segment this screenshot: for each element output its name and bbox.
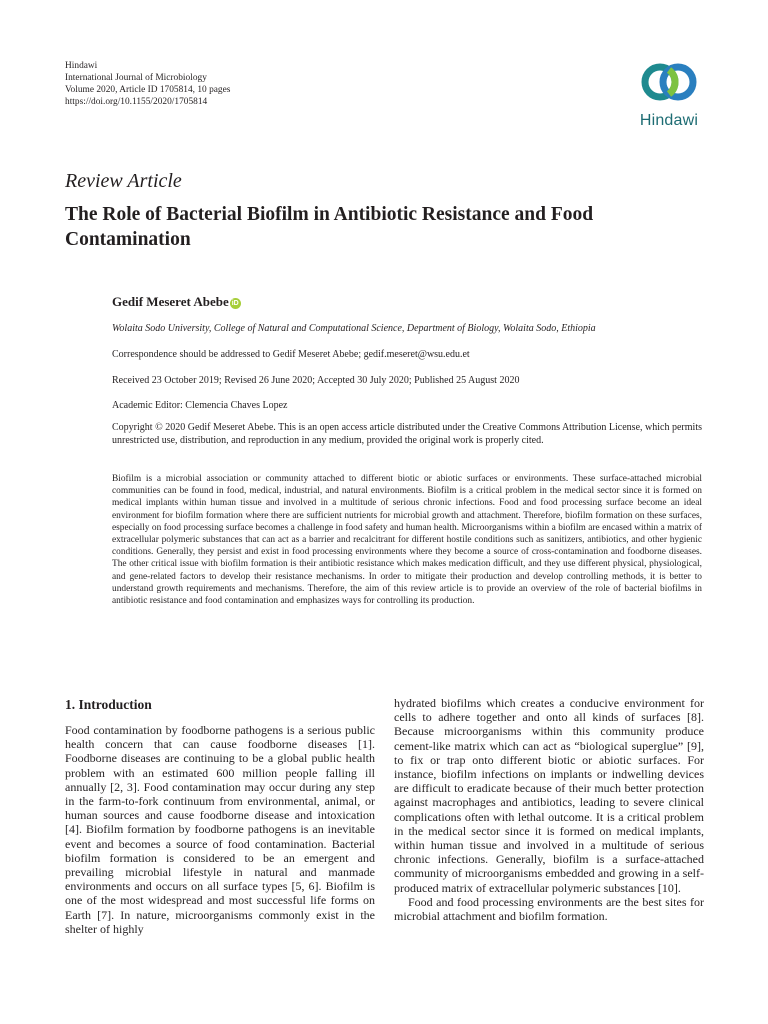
hindawi-rings-icon xyxy=(638,58,700,108)
correspondence: Correspondence should be addressed to Gedif Meseret Abebe; gedif.meseret@wsu.edu.et xyxy=(112,349,470,360)
affiliation: Wolaita Sodo University, College of Natural and Computational Science, Department of Biology, Wolaita Sodo, Ethiopia xyxy=(112,323,596,334)
journal-name: International Journal of Microbiology xyxy=(65,73,207,83)
copyright-notice: Copyright © 2020 Gedif Meseret Abebe. This is an open access article distributed under the Creative Commons Attribution License, which permits unrestricted use, distribution, and reproduction in any medium, provided the original work is properly cited. xyxy=(112,422,702,446)
publication-dates: Received 23 October 2019; Revised 26 June 2020; Accepted 30 July 2020; Published 25 August 2020 xyxy=(112,375,520,386)
intro-paragraph: Food contamination by foodborne pathogens is a serious public health concern that can cause foodborne diseases [1]. Foodborne diseases are continuing to be a global public health problem with an estimated 600 million people falling ill annually [2, 3]. Food contamination may occur during any step in the farm-to-fork continuum from environmental, animal, or human sources and cause foodborne disease and intoxication [4]. Biofilm formation by foodborne pathogens is an inevitable event and becomes a source of food contamination. Bacterial biofilm formation is considered to be an emergent and prevailing microbial lifestyle in natural and manmade environments and occurs on all surface types [5, 6]. Biofilm is one of the most widespread and most successful life forms on Earth [7]. In nature, microorganisms commonly exist in the shelter of highly xyxy=(65,723,375,936)
article-type: Review Article xyxy=(65,170,182,192)
right-column xyxy=(394,696,704,923)
academic-editor: Academic Editor: Clemencia Chaves Lopez xyxy=(112,400,288,411)
intro-paragraph-2: Food and food processing environments are the best sites for microbial attachment and biofilm formation. xyxy=(394,894,704,924)
section-heading: 1. Introduction xyxy=(65,697,152,712)
orcid-icon[interactable]: iD xyxy=(231,300,239,307)
doi-link[interactable]: https://doi.org/10.1155/2020/1705814 xyxy=(65,97,208,107)
intro-paragraph-continued: hydrated biofilms which creates a conducive environment for cells to adhere together and onto all kinds of surfaces [8]. Because microorganisms within this community produce cement-like matrix which can act as “biological superglue” [9], to fix or trap onto different biotic or abiotic surfaces. For instance, biofilm infections on implants or indwelling devices are difficult to eradicate because of their much better protection against macrophages and antibiotics, leading to severe clinical complications often with lethal outcome. It is a critical problem in the medical sector since it is formed on medical implants, within human tissue and involved in a multitude of serious chronic infections. Generally, biofilm is a surface-attached community of microorganisms embedded and growing in a self-produced matrix of extracellular polymeric substances [10]. xyxy=(394,696,704,895)
journal-meta xyxy=(65,60,230,108)
author-name: Gedif Meseret Abebe xyxy=(112,294,229,309)
hindawi-logo xyxy=(628,58,710,136)
left-column xyxy=(65,696,375,936)
publisher-name: Hindawi xyxy=(65,61,98,71)
author-line xyxy=(112,294,241,310)
article-title: The Role of Bacterial Biofilm in Antibiotic Resistance and Food Contamination xyxy=(65,204,594,250)
hindawi-logo-text: Hindawi xyxy=(639,112,699,129)
volume-line: Volume 2020, Article ID 1705814, 10 pages xyxy=(65,85,231,95)
abstract: Biofilm is a microbial association or community attached to different biotic or abiotic surfaces or environments. These surface-attached microbial communities can be found in food, medical, industrial, and natural environments. Biofilm is a critical problem in the medical sector since it is formed on medical implants within human tissue and involved in a multitude of serious chronic infections. Food and food processing surface become an ideal environment for biofilm formation where there are sufficient nutrients for microbial growth and attachment. Therefore, biofilm formation on these surfaces, especially on food processing surface becomes a challenge in food safety and human health. Microorganisms within a biofilm are encased within a matrix of extracellular polymeric substances that can act as a barrier and recalcitrant for different hostile conditions such as sanitizers, antibiotics, and other hygienic conditions. Generally, they persist and exist in food processing environments where they become a source of cross-contamination and foodborne diseases. The other critical issue with biofilm formation is their antibiotic resistance which makes medication difficult, and they use different physical, physiological, and gene-related factors to develop their resistance mechanisms. In order to mitigate their production and develop controlling methods, it is better to understand growth requirements and mechanisms. Therefore, the aim of this review article is to provide an overview of the role of bacterial biofilms in antibiotic resistance and food contamination and emphasizes ways for controlling its production. xyxy=(112,474,702,607)
